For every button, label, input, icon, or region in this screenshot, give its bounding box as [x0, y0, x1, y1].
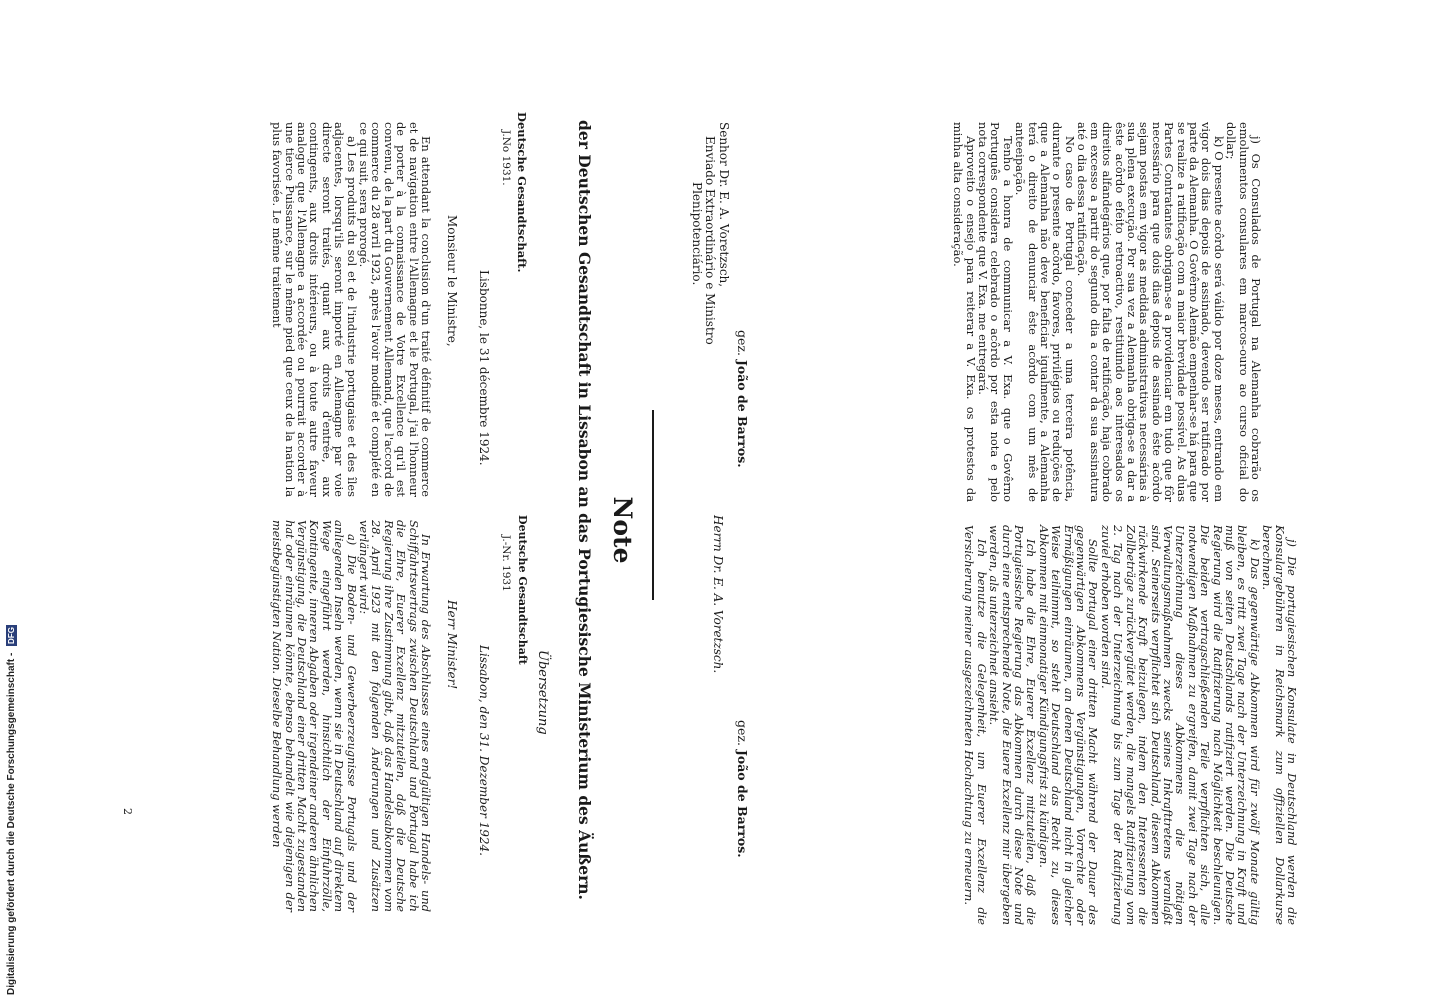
- fr-legation: [516, 112, 528, 312]
- pt-sig-name: João de Barros.: [735, 359, 750, 468]
- fr-para-a: a) Les produits du sol et de l'industrie portugaise et des îles adjacentes, lorsqu'ils seront importé en Allemagne par voie directe seront traités, quant aux droits d'entrée, aux contingents, aux droits intérieurs, ou à toute autre faveur analogue que l'Allemagne a accordée ou pourrait accorder à une tierce Puissance, sur le même pied que ceux de la nation la plus favorisée. Le même traitement: [270, 122, 359, 497]
- pt-addr-2: Enviado Extraordinário e Ministro: [703, 136, 718, 345]
- de-para-4: Ich habe die Ehre, Euerer Exzellenz mitzuteilen, daß die Portugiesische Regierung das Abkommen durch diese Note und durch eine entsprechende Note, die Euere Exzellenz mir übergeben werden, als unterzeichnet ansieht.: [987, 525, 1039, 925]
- pt-para-5: Aproveito o ensejo para reiterar a V. Exa. os protestos da minha alta consideração.: [951, 122, 978, 502]
- digitization-footer-text: Digitalisierung gefördert durch die Deutsche Forschungsgemeinschaft -: [6, 652, 17, 995]
- fr-salutation-text: Monsieur le Ministre,: [445, 215, 459, 347]
- fr-legation-text: Deutsche Gesandtschaft.: [515, 112, 529, 273]
- pt-signature-block: [736, 330, 748, 490]
- bottom-page-number: [121, 808, 133, 828]
- note-title: [608, 470, 637, 590]
- de-trans-para-a: a) Die Boden- und Gewerbeerzeugnisse Portugals und der anliegenden Inseln werden, wenn sie in Deutschland auf direktem Wege eingeführt werden, hinsichtlich der Einfuhrzölle, Kontingente, inneren Abgaben oder irgendeiner anderen ähnlichen Vergünstigung, die Deutschland einer dritten Macht zugestanden hat oder einräumen könnte, ebenso behandelt wie diejenigen der meistbegünstigten Nation. Dieselbe Behandlung werden: [270, 520, 359, 912]
- german-text-block: [963, 525, 1298, 925]
- de-addressee: Herrn Dr. E. A. Voretzsch.: [711, 515, 725, 674]
- de-sig-name: João de Barros.: [735, 749, 750, 858]
- fr-ref-text: J.No 1931.: [500, 130, 512, 186]
- de-trans-salutation-text: Herr Minister!: [445, 600, 459, 690]
- fr-body: [271, 122, 432, 497]
- de-para-3: Sollte Portugal einer dritten Macht während der Dauer des gegenwärtigen Abkommens Vergünstigungen, Vorrechte oder Ermäßigungen einräumen, an denen Deutschland nicht in gleicher Weise teilnimmt, so steht Deutschland das Recht zu, dieses Abkommen mit einmonatiger Kündigungsfrist zu kündigen.: [1036, 525, 1101, 925]
- de-trans-place-date-text: Lissabon, den 31. Dezember 1924.: [477, 645, 491, 856]
- fr-salutation: [446, 215, 458, 395]
- section-divider: [652, 410, 654, 600]
- note-subtitle: [575, 120, 594, 900]
- de-trans-ref-text: J.-Nr. 1931: [500, 535, 512, 592]
- pt-para-3: No caso de Portugal conceder a uma terceira potência, durante o presente acôrdo, favores, privilégios ou reduções de que a Alemanha não deve beneficiar igualmente, a Alemanha terá o direito de denunciar êste acôrdo com um mês de anteeipação.: [1013, 122, 1077, 502]
- fr-place-date-text: Lisbonne, le 31 décembre 1924.: [477, 270, 491, 466]
- de-para-5: Ich benutze die Gelegenheit, um Euerer Exzellenz die Versicherung meiner ausgezeichneten Hochachtung zu erneuern.: [962, 525, 989, 925]
- portuguese-text-block: [952, 122, 1262, 502]
- de-trans-salutation: [446, 600, 458, 720]
- de-trans-legation: [516, 515, 528, 675]
- dfg-logo: DFG: [7, 627, 16, 644]
- pt-sig-prefix: gez.: [735, 330, 750, 356]
- de-para-k: k) Das gegenwärtige Abkommen wird für zwölf Monate gültig bleiben, es tritt zwei Tage nach der Unterzeichnung in Kraft und muß von seiten Deutschlands ratifiziert werden. Die Deutsche Regierung wird die Ratifizierung nach Möglichkeit beschleunigen. Die beiden vertragschließenden Teile verpflichten sich, alle notwendigen Maßnahmen zu ergreifen, damit zwei Tage nach der Unterzeichnung dieses Abkommens die nötigen Verwaltungsmaßnahmen zwecks seines Inkrafttretens veranlaßt sind. Seinerseits verpflichtet sich Deutschland, diesem Abkommen rückwirkende Kraft beizulegen, indem den Interessenten die Zollbeträge zurückvergütet werden, die mangels Ratifizierung vom 2. Tag nach der Unterzeichnung bis zum Tage der Ratifizierung zuviel erhoben worden sind.: [1098, 525, 1262, 925]
- pt-para-k: k) O presente acôrdo será válido por doze meses, entrando em vigor dois dias depois de assinado, devendo ser ratificado por parte da Alemanha. O Govêrno Alemão empenhar-se há para que se realize a ratificação com a maior brevidade possível. As duas Partes Contratantes obrigam-se a providenciar em tudo que fôr necessário para que dois dias depois de assinado êste acôrdo sejam postas em vigor as medidas administrativas necessárias à sua plena execução. Por sua vez a Alemanha obriga-se a dar a êste acôrdo efeito retroactivo, restituindo aos interesados os direitos alfandegários que, por falta de ratificação, haja cobrado em excesso a partir do segundo dia a contar da sua assinatura até o dia dessa ratificação.: [1075, 122, 1226, 502]
- de-trans-heading: [536, 650, 548, 770]
- pt-addressee-block: [690, 122, 731, 362]
- de-trans-legation-text: Deutsche Gesandtschaft: [516, 515, 529, 665]
- de-addressee-block: [712, 515, 724, 715]
- fr-para-1: En attendant la conclusion d'un traité définitif de commerce et de navigation entre l'Allemagne et le Portugal, j'ai l'honneur de porter à la connaissance de Votre Excellence qu'il est convenu, de la part du Gouvernement Allemand, que l'accord de commerce du 28 avril 1923, après l'avoir modifié et complété en ce qui suit, sera prorogé.: [356, 122, 433, 497]
- de-trans-heading-text: Übersetzung: [535, 650, 550, 735]
- bottom-page-number-text: 2: [121, 808, 134, 815]
- pt-para-4: Tenho a honra de communicar a V. Exa. que o Govêrno Português considera celebrado o acôrdo por esta nota e pelo nota correspondente que V. Exa. me entregará.: [976, 122, 1015, 502]
- pt-para-j: j) Os Consulados de Portugal na Alemanha cobrarão os emolumentos consulares em marcos-ouro ao curso oficial do dollar;: [1224, 122, 1263, 502]
- note-subtitle-text: der Deutschen Gesandtschaft in Lissabon an das Portugiesische Ministerium des Äußern.: [575, 120, 594, 900]
- de-trans-para-1: In Erwartung des Abschlusses eines endgültigen Handels- und Schiffahrtsvertrags zwischen Deutschland und Portugal habe ich die Ehre, Euerer Exzellenz mitzuteilen, daß die Deutsche Regierung ihre Zustimmung gibt, daß das Handelsabkommen vom 28. April 1923 mit den folgenden Änderungen und Zusätzen verlängert wird:: [356, 520, 433, 912]
- pt-addr-1: Senhor Dr. E. A. Voretzsch,: [717, 122, 731, 288]
- de-sig-prefix: gez.: [735, 720, 750, 746]
- de-signature-block: [736, 720, 748, 890]
- de-para-j: j) Die portugiesischen Konsulate in Deutschland werden die Konsulargebühren in Reichsmark zum offiziellen Dollarkurse berechnen.: [1260, 525, 1299, 925]
- fr-place-date: [478, 270, 490, 510]
- de-trans-place-date: [478, 645, 490, 895]
- note-title-text: Note: [608, 496, 637, 564]
- fr-ref: [500, 130, 512, 250]
- digitization-footer: [6, 625, 17, 995]
- de-trans-body: [271, 520, 432, 912]
- pt-addr-3: Plenipotenciário.: [690, 182, 704, 286]
- de-trans-ref: [500, 535, 512, 635]
